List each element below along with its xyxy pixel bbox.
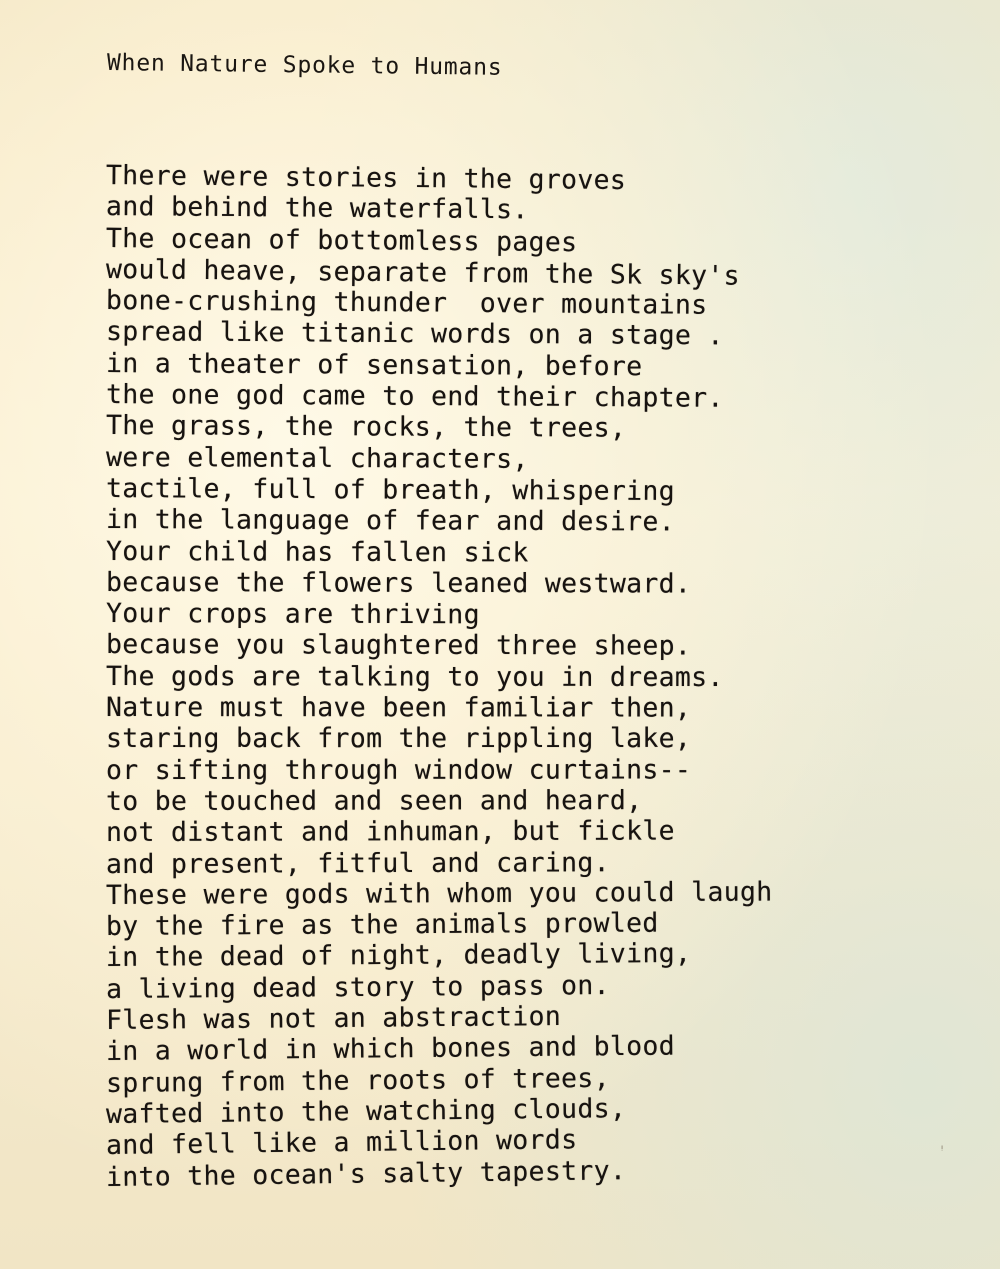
poem-line: These were gods with whom you could laugh <box>105 876 773 911</box>
poem-line: Your crops are thriving <box>105 598 480 631</box>
poem-line: and fell like a million words <box>105 1124 578 1162</box>
poem-line: tactile, full of breath, whispering <box>105 472 675 507</box>
poem-line: the one god came to end their chapter. <box>105 379 724 414</box>
poem-line: in the language of fear and desire. <box>105 504 675 538</box>
poem-line: Your child has fallen sick <box>105 535 529 569</box>
poem-line: in a theater of sensation, before <box>105 347 643 383</box>
poem-line: in the dead of night, deadly living, <box>105 938 692 974</box>
poem-line: or sifting through window curtains-- <box>105 754 692 786</box>
poem-line: The grass, the rocks, the trees, <box>105 410 627 445</box>
poem-title: When Nature Spoke to Humans <box>106 50 503 81</box>
poem-line: by the fire as the animals prowled <box>105 907 659 943</box>
paper-speck: ᵎ <box>941 1142 944 1156</box>
poem-body <box>106 160 986 1193</box>
poem-line: would heave, separate from the Sk sky's <box>105 253 741 292</box>
poem-line: in a world in which bones and blood <box>105 1030 676 1068</box>
poem-line: because you slaughtered three sheep. <box>105 629 692 662</box>
poem-line: and behind the waterfalls. <box>105 191 529 226</box>
poem-line: sprung from the roots of trees, <box>105 1062 611 1099</box>
poem-line: to be touched and seen and heard, <box>105 785 643 817</box>
poem-line: bone-crushing thunder over mountains <box>105 285 708 321</box>
poem-line: were elemental characters, <box>105 441 529 475</box>
poem-line: and present, fitful and caring. <box>105 846 610 880</box>
poem-line: wafted into the watching clouds, <box>105 1093 627 1130</box>
poem-line: because the flowers leaned westward. <box>105 566 692 600</box>
poem-line: spread like titanic words on a stage . <box>105 316 724 352</box>
poem-line: staring back from the rippling lake, <box>106 723 692 755</box>
poem-line: a living dead story to pass on. <box>105 969 610 1005</box>
poem-line: into the ocean's salty tapestry. <box>105 1154 627 1193</box>
poem-line: The ocean of bottomless pages <box>105 222 578 258</box>
poem-line: Flesh was not an abstraction <box>105 1001 562 1037</box>
poem-line: The gods are talking to you in dreams. <box>105 660 724 693</box>
poem-line: not distant and inhuman, but fickle <box>105 815 675 849</box>
poem-line: Nature must have been familiar then, <box>105 692 692 724</box>
poem-line: There were stories in the groves <box>105 160 627 196</box>
